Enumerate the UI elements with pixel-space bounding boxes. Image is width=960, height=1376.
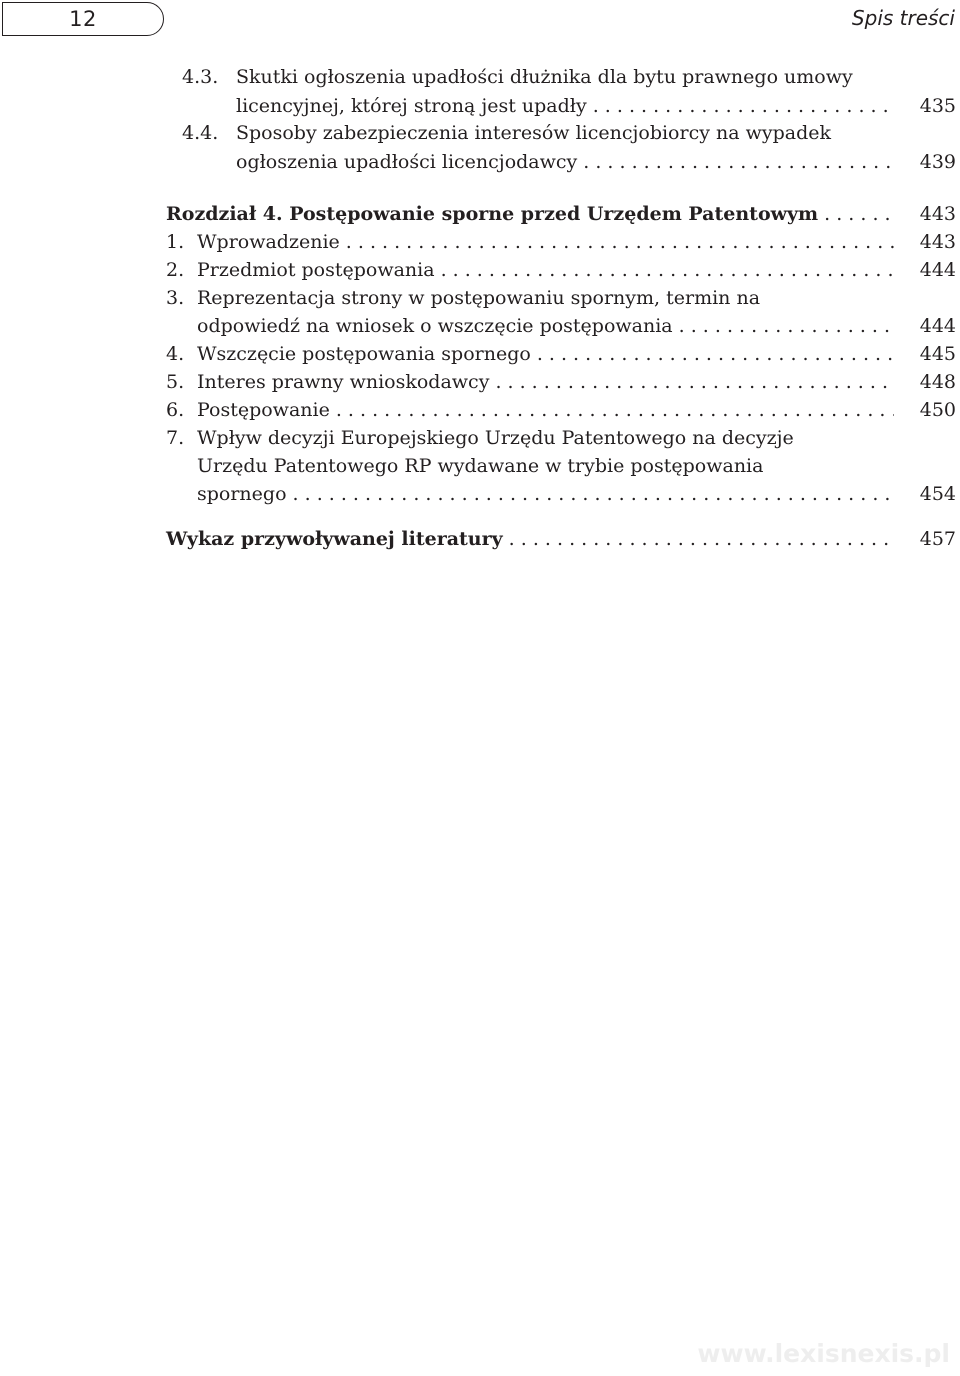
- chapter-title: Rozdział 4. Postępowanie sporne przed Urzędem Patentowym: [166, 203, 819, 225]
- toc-entry-title: Wszczęcie postępowania spornego: [197, 343, 531, 365]
- dot-leader: [346, 228, 894, 256]
- toc-leader-line: [197, 228, 894, 256]
- toc-leader-line: [197, 312, 894, 340]
- toc-entry-title-line: ogłoszenia upadłości licencjodawcy: [236, 151, 578, 173]
- page-number: 12: [2, 2, 164, 36]
- toc-leader-line: [166, 525, 894, 553]
- dot-leader: [583, 148, 894, 176]
- toc-entry-number: 5.: [166, 371, 185, 393]
- toc-entry-title-line: Sposoby zabezpieczenia interesów licencjobiorcy na wypadek: [236, 122, 832, 144]
- dot-leader: [495, 368, 894, 396]
- toc-entry-title-line: spornego: [197, 483, 287, 505]
- toc-page-number: 443: [919, 231, 956, 253]
- toc-page-number: 435: [919, 95, 956, 117]
- dot-leader: [679, 312, 894, 340]
- toc-entry-number: 6.: [166, 399, 185, 421]
- toc-page-number: 457: [919, 528, 956, 550]
- dot-leader: [293, 480, 894, 508]
- dot-leader: [509, 525, 894, 553]
- toc-page-number: 450: [919, 399, 956, 421]
- toc-entry-title: Przedmiot postępowania: [197, 259, 435, 281]
- toc-page-number: 445: [919, 343, 956, 365]
- toc-entry-number: 1.: [166, 231, 185, 253]
- toc-entry-title-line: licencyjnej, której stroną jest upadły: [236, 95, 587, 117]
- toc-entry-title-line: Skutki ogłoszenia upadłości dłużnika dla bytu prawnego umowy: [236, 66, 853, 88]
- toc-entry-number: 4.: [166, 343, 185, 365]
- toc-leader-line: [166, 200, 894, 228]
- toc-entry-number: 3.: [166, 287, 185, 309]
- toc-leader-line: [197, 256, 894, 284]
- toc-leader-line: [197, 480, 894, 508]
- toc-page-number: 444: [919, 259, 956, 281]
- toc-entry-number: 2.: [166, 259, 185, 281]
- dot-leader: [336, 396, 894, 424]
- toc-page-number: 439: [919, 151, 956, 173]
- toc-page-number: 443: [919, 203, 956, 225]
- toc-page-number: 448: [919, 371, 956, 393]
- toc-leader-line: [236, 92, 894, 120]
- toc-leader-line: [197, 396, 894, 424]
- bibliography-title: Wykaz przywoływanej literatury: [166, 528, 503, 550]
- toc-entry-title-line: Wpływ decyzji Europejskiego Urzędu Patentowego na decyzje: [197, 427, 794, 449]
- toc-entry-number: 4.3.: [182, 66, 219, 88]
- running-head: Spis treści: [851, 6, 955, 30]
- publisher-watermark: www.lexisnexis.pl: [697, 1339, 950, 1368]
- toc-entry-title-line: odpowiedź na wniosek o wszczęcie postępowania: [197, 315, 673, 337]
- toc-leader-line: [197, 368, 894, 396]
- toc-entry-title-line: Urzędu Patentowego RP wydawane w trybie postępowania: [197, 455, 764, 477]
- toc-leader-line: [236, 148, 894, 176]
- toc-entry-title-line: Reprezentacja strony w postępowaniu spornym, termin na: [197, 287, 761, 309]
- toc-page-number: 454: [919, 483, 956, 505]
- toc-leader-line: [197, 340, 894, 368]
- toc-entry-title: Postępowanie: [197, 399, 330, 421]
- dot-leader: [593, 92, 894, 120]
- dot-leader: [824, 200, 894, 228]
- toc-entry-title: Wprowadzenie: [197, 231, 340, 253]
- toc-page-number: 444: [919, 315, 956, 337]
- toc-entry-title: Interes prawny wnioskodawcy: [197, 371, 490, 393]
- toc-entry-number: 4.4.: [182, 122, 219, 144]
- dot-leader: [537, 340, 894, 368]
- toc-entry-number: 7.: [166, 427, 185, 449]
- dot-leader: [441, 256, 894, 284]
